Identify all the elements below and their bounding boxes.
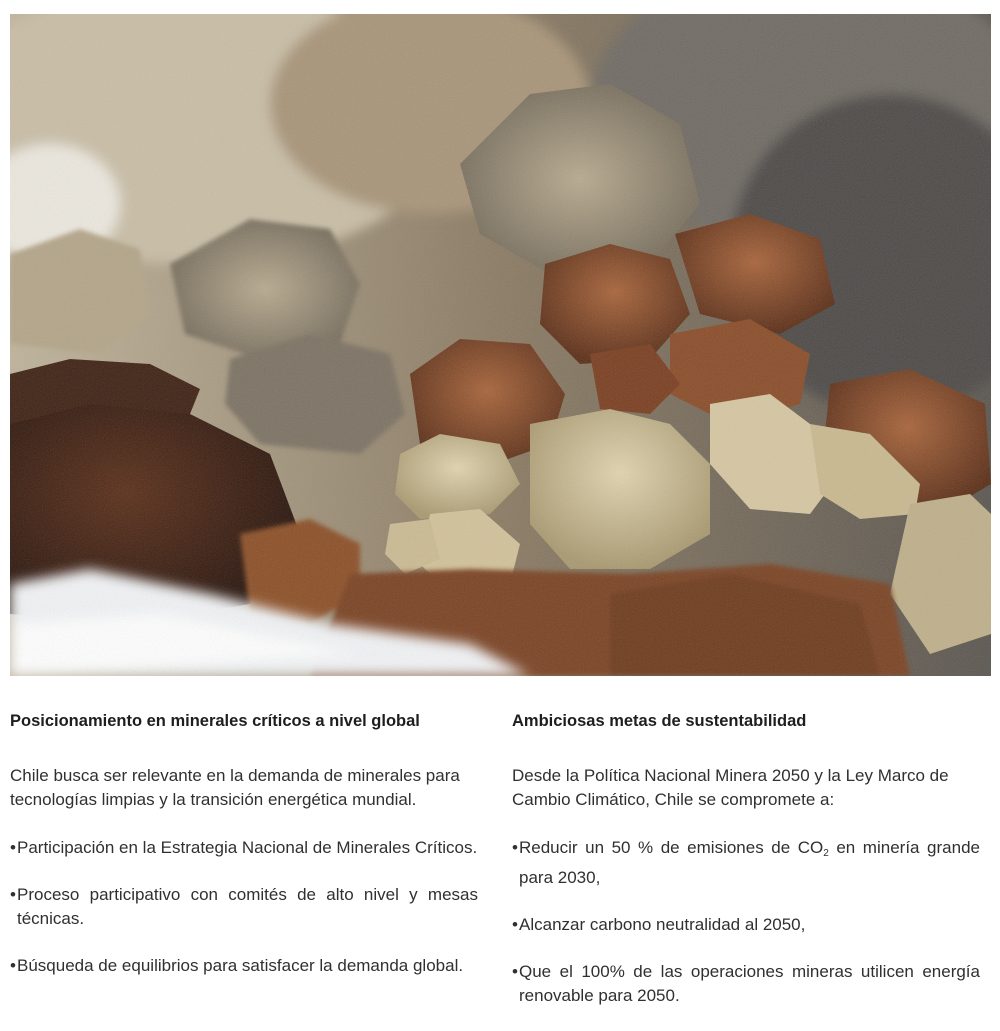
bullet-icon: • [10, 838, 16, 857]
sustainability-heading: Ambiciosas metas de sustentabilidad [512, 712, 807, 730]
bullet-icon: • [512, 915, 518, 934]
list-item [10, 954, 478, 978]
bullet-icon: • [512, 962, 518, 981]
sustainability-section [512, 708, 980, 1031]
minerals-photo-graphic [10, 14, 991, 676]
list-item-text: Que el 100% de las operaciones mineras utilicen energía renovable para 2050. [519, 962, 980, 1005]
list-item-text-pre: Reducir un 50 % de emisiones de CO [519, 838, 824, 857]
list-item-text: Proceso participativo con comités de alto nivel y mesas técnicas. [17, 885, 478, 928]
co2-subscript: 2 [823, 848, 829, 859]
minerals-photo [10, 14, 991, 676]
bullet-icon: • [10, 956, 16, 975]
list-item-text-post: en minería grande para 2030, [519, 838, 980, 887]
sustainability-list [512, 836, 980, 1008]
list-item-text: Alcanzar carbono neutralidad al 2050, [519, 915, 806, 934]
critical-minerals-list [10, 836, 478, 978]
list-item [512, 836, 980, 890]
critical-minerals-section [10, 708, 478, 1001]
bullet-icon: • [10, 885, 16, 904]
list-item-text: Participación en la Estrategia Nacional de Minerales Críticos. [17, 838, 478, 857]
list-item [512, 913, 980, 937]
list-item [10, 836, 478, 860]
list-item [512, 960, 980, 1008]
critical-minerals-heading: Posicionamiento en minerales críticos a nivel global [10, 712, 420, 730]
sustainability-intro: Desde la Política Nacional Minera 2050 y la Ley Marco de Cambio Climático, Chile se compromete a: [512, 766, 949, 809]
list-item-text [519, 836, 980, 890]
bullet-icon: • [512, 838, 518, 857]
list-item-text: Búsqueda de equilibrios para satisfacer la demanda global. [17, 956, 464, 975]
list-item [10, 883, 478, 931]
critical-minerals-intro: Chile busca ser relevante en la demanda de minerales para tecnologías limpias y la transición energética mundial. [10, 766, 460, 809]
